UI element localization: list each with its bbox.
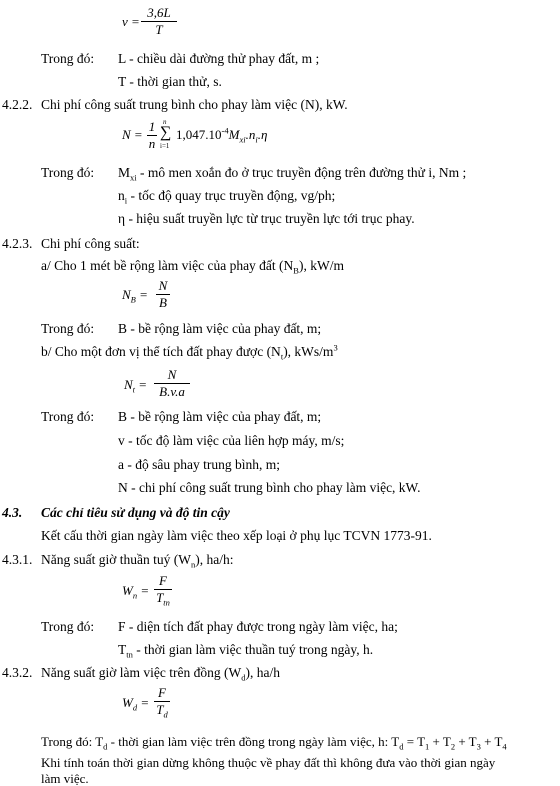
trong-do-label: Trong đó: bbox=[41, 619, 95, 634]
definition-B: B - bề rộng làm việc của phay đất, m; bbox=[118, 321, 322, 336]
formula-N: N = bbox=[122, 127, 143, 142]
closing-text-line1: Khi tính toán thời gian dừng không thuộc về phay đất thì không đưa vào thời gian ngày bbox=[41, 755, 496, 770]
item-b: b/ Cho một đơn vị thể tích đất phay được $(N_t)$, kWs/$m^3$ bbox=[41, 342, 338, 362]
closing-text-line2: làm việc. bbox=[41, 771, 89, 786]
definition-L: L - chiều dài đường thử phay đất, m ; bbox=[118, 51, 320, 66]
formula-Wn: $W_n$ = bbox=[122, 583, 150, 601]
formula-NB: $N_B$ = bbox=[122, 287, 148, 305]
item-a: a/ Cho 1 mét bề rộng làm việc của phay đất $(N_B)$, kW/m bbox=[41, 258, 344, 276]
section-title-4-3-1: Năng suất giờ thuần tuý $(W_n)$, ha/h: bbox=[41, 552, 234, 570]
definition-Mxi: $M_{xi}$ - mô men xoắn đo ở trục truyền động trên đường thử i, Nm ; bbox=[118, 165, 467, 183]
section-title-4-2-2: Chi phí công suất trung bình cho phay làm việc (N), kW. bbox=[41, 97, 348, 112]
formula-Wn-fraction: F $T_{tn}$ bbox=[154, 574, 172, 604]
sum-bottom: i=1 bbox=[160, 142, 170, 150]
definition-F: F - diện tích đất phay được trong ngày làm việc, ha; bbox=[118, 619, 398, 634]
section-number-4-3-2: 4.3.2. bbox=[2, 665, 33, 680]
formula-N-body: $1,047.10^{-4}M_{xi}.n_i.\eta$ bbox=[176, 125, 268, 145]
definition-v: v - tốc độ làm việc của liên hợp máy, m/s; bbox=[118, 433, 345, 448]
formula-v-fraction: 3,6L T bbox=[141, 6, 177, 36]
section-number-4-2-2: 4.2.2. bbox=[2, 97, 33, 112]
definition-Td: Trong đó: $T_d$ - thời gian làm việc trên đồng trong ngày làm việc, h: $T_d = T_1 + T_2 + T_3 + T_4$ bbox=[41, 734, 507, 752]
formula-Wd: $W_d$ = bbox=[122, 695, 150, 713]
section-number-4-3-1: 4.3.1. bbox=[2, 552, 33, 567]
definition-Ttn: $T_{tn}$ - thời gian làm việc thuần tuý trong ngày, h. bbox=[118, 642, 374, 660]
trong-do-label: Trong đó: bbox=[41, 165, 95, 180]
section-4-3-text: Kết cấu thời gian ngày làm việc theo xếp loại ở phụ lục TCVN 1773-91. bbox=[41, 528, 432, 543]
formula-Nt-fraction: N B.v.a bbox=[154, 368, 190, 398]
definition-a: a - độ sâu phay trung bình, m; bbox=[118, 457, 280, 472]
section-title-4-3-2: Năng suất giờ làm việc trên đồng $(W_d)$, ha/h bbox=[41, 665, 280, 683]
section-number-4-2-3: 4.2.3. bbox=[2, 236, 33, 251]
definition-eta: η - hiệu suất truyền lực từ trục truyền lực tới trục phay. bbox=[118, 211, 415, 226]
formula-NB-fraction: N B bbox=[156, 279, 170, 309]
definition-B2: B - bề rộng làm việc của phay đất, m; bbox=[118, 409, 322, 424]
definition-N: N - chi phí công suất trung bình cho phay làm việc, kW. bbox=[118, 480, 421, 495]
formula-N-fraction: 1 n bbox=[148, 119, 156, 151]
section-title-4-3: Các chỉ tiêu sử dụng và độ tin cậy bbox=[41, 505, 230, 520]
formula-Nt: $N_t$ = bbox=[124, 377, 148, 395]
trong-do-label: Trong đó: bbox=[41, 51, 95, 66]
sum-top: n bbox=[163, 118, 167, 126]
trong-do-label: Trong đó: bbox=[41, 321, 95, 336]
section-title-4-2-3: Chi phí công suất: bbox=[41, 236, 140, 251]
definition-ni: $n_i$ - tốc độ quay trục truyền động, vg/ph; bbox=[118, 188, 336, 206]
formula-v: v = bbox=[122, 14, 140, 29]
sum-icon: ∑ bbox=[160, 124, 172, 141]
section-number-4-3: 4.3. bbox=[2, 505, 23, 520]
formula-Wd-fraction: F $T_d$ bbox=[154, 686, 170, 716]
trong-do-label: Trong đó: bbox=[41, 409, 95, 424]
definition-T: T - thời gian thử, s. bbox=[118, 74, 222, 89]
